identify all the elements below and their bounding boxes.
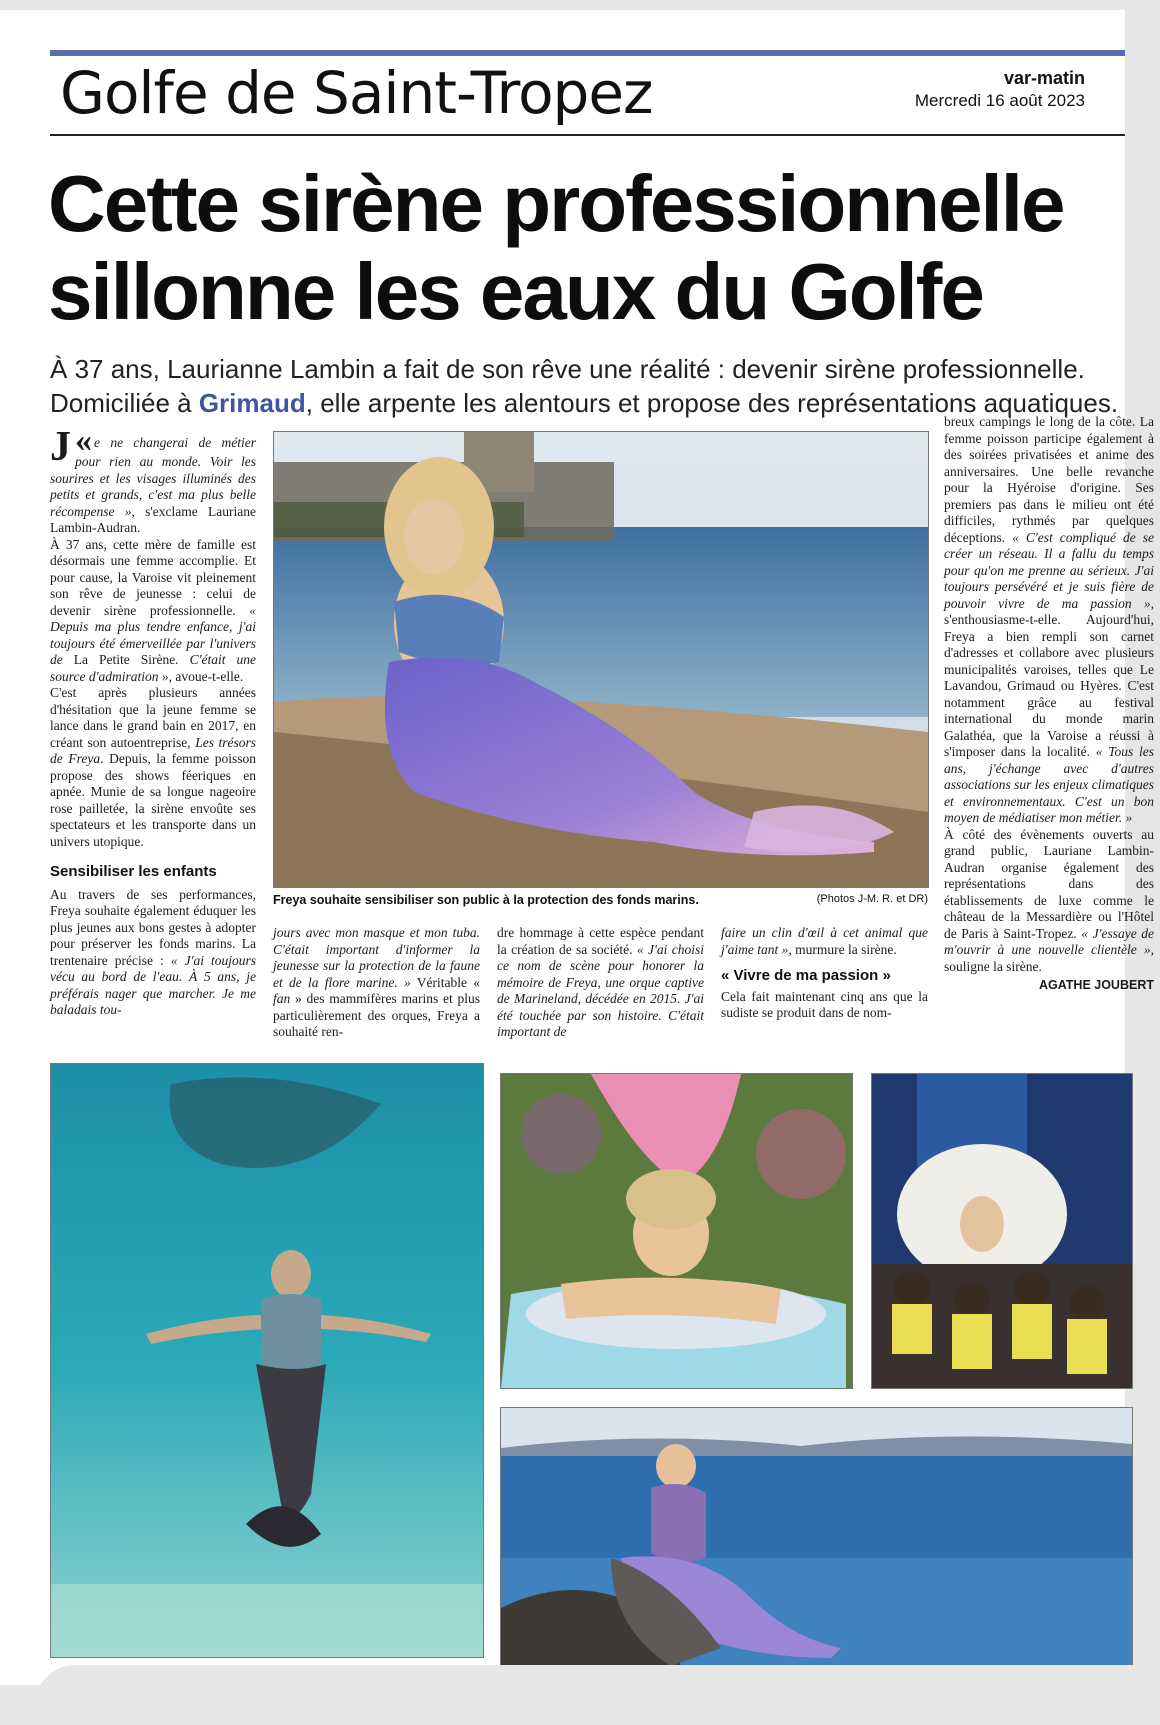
deck-line-1: À 37 ans, Laurianne Lambin a fait de son rêve une réalité : devenir sirène professionnelle.	[50, 354, 1085, 384]
caption-text: Freya souhaite sensibiliser son public à la protection des fonds marins.	[273, 893, 699, 907]
photo-caption	[273, 893, 928, 907]
headline	[48, 160, 1158, 336]
col1-para-3	[50, 685, 256, 850]
col3-text: dre hommage à cette espèce pendant la création de sa société.	[497, 925, 704, 957]
col5-para-2	[944, 827, 1154, 976]
photo-credit: (Photos J-M. R. et DR)	[816, 893, 928, 905]
open-quote: «	[75, 422, 92, 459]
header-rule	[50, 134, 1125, 136]
mermaid-on-rocks-image	[501, 1408, 1132, 1666]
main-photo	[273, 431, 929, 888]
section-rubric: Golfe de Saint-Tropez	[60, 59, 653, 127]
byline: AGATHE JOUBERT	[1038, 978, 1154, 992]
col2-text2: » des mammifères marins et plus particulièrement des orques, Freya a souhaité ren-	[273, 991, 480, 1039]
brand-name: var-matin	[1003, 68, 1085, 88]
page-curl	[35, 1665, 1135, 1725]
col1-p4: Au travers de ses performances, Freya souhaite également éduquer les plus jeunes aux bons gestes à adopter pour préserver les fonds marins. La trentenaire précise :	[50, 886, 256, 968]
deck	[50, 352, 1160, 420]
col1-tail: , s'exclame Lauriane Lambin-Audran.	[50, 503, 256, 535]
col1-quote: e ne changerai de métier pour rien au monde. Voir les sourires et les visages illuminés des petits et grands, c'est ma plus belle récompense »	[50, 435, 256, 519]
col3-quote: « J'ai choisi ce nom de scène pour honorer la mémoire de Freya, une orque captive de Marineland, décédée en 2015. J'ai été touchée par son histoire. C'était important de	[497, 941, 704, 1039]
accent-bar	[50, 50, 1125, 56]
headline-line-2: sillonne les eaux du Golfe	[48, 247, 983, 336]
col5-quote2: « Tous les ans, j'échange avec d'autres associations sur les enjeux climatiques et environnementaux. C'est un bon moyen de médiatiser mon métier. »	[944, 744, 1154, 825]
mermaid-show-image	[872, 1074, 1132, 1388]
pool-photo	[500, 1073, 853, 1389]
col2-fan: fan	[273, 991, 291, 1006]
col1-para-1	[50, 422, 256, 537]
col1-p3: C'est après plusieurs années d'hésitation que la jeune femme se lance dans le grand bain en 2017, en créant son autoentreprise,	[50, 685, 256, 750]
col4-text: Cela fait maintenant cinq ans que la sudiste se produit dans de nom-	[721, 988, 928, 1020]
headline-line-1: Cette sirène professionnelle	[48, 159, 1064, 248]
rocks-photo	[500, 1407, 1133, 1667]
col1-p3-tail: . Depuis, la femme poisson propose des shows féeriques en apnée. Munie de sa longue nageoire rose pailletée, la sirène envoûte ses spectateurs et les transporte dans un univers utopique.	[50, 751, 256, 849]
col5-quote3: « J'essaye de m'ouvrir à une nouvelle clientèle »	[944, 925, 1154, 957]
col5-p2: À côté des évènements ouverts au grand public, Lauriane Lambin-Audran organise également des représentations dans des établissements de luxe comme le château de la Messardière ou l'Hôtel de Paris à Saint-Tropez.	[944, 826, 1154, 941]
newspaper-page	[0, 10, 1154, 1685]
col2-para	[273, 925, 480, 1041]
col5-p1: breux campings le long de la côte. La femme poisson participe également à des soirées privatisées et anime des anniversaires. Une belle revanche pour la Hyéroise d'origine. Ses premiers pas dans le milieu ont été difficiles, rythmés par quelques déceptions.	[944, 414, 1154, 545]
masthead	[915, 68, 1085, 111]
article-column-1	[50, 422, 256, 1048]
article-column-5	[944, 414, 1154, 1040]
mermaid-underwater-image	[51, 1064, 483, 1657]
col1-p2-title: La Petite Sirène	[73, 652, 176, 667]
col2-text1: Véritable «	[410, 974, 480, 990]
col5-para-1	[944, 414, 1154, 827]
col1-p2-tail: , avoue-t-elle.	[168, 668, 244, 684]
issue-date: Mercredi 16 août 2023	[914, 91, 1085, 110]
drop-cap: J	[50, 424, 71, 470]
article-column-4	[721, 925, 928, 1047]
deck-line-2-post: , elle arpente les alentours et propose des représentations aquatiques.	[305, 388, 1119, 418]
col1-para-4	[50, 887, 256, 1019]
col4-quote: faire un clin d'œil à cet animal que j'aime tant »	[721, 925, 928, 957]
col1-p2-quote2: . C'était une source d'admiration »	[50, 652, 256, 684]
mermaid-on-beach-image	[274, 432, 928, 887]
deck-line-2-pre: Domiciliée à	[50, 388, 199, 418]
subheading-enfants: Sensibiliser les enfants	[50, 863, 217, 880]
col1-p2: À 37 ans, cette mère de famille est désormais une femme accomplie. Et pour cause, la Varoise vit pleinement son rêve de jeunesse : celui de devenir sirène professionnelle.	[50, 536, 256, 618]
col1-p3-title: Les trésors de Freya	[50, 734, 256, 766]
col1-p2-quote: « Depuis ma plus tendre enfance, j'ai toujours été émerveillée par l'univers de	[50, 602, 256, 667]
show-photo	[871, 1073, 1133, 1389]
col5-quote1: « C'est compliqué de se créer un réseau. Il a fallu du temps pour qu'on me prenne au sérieux. J'ai toujours persévéré et je suis fière de pouvoir vivre de ma passion »	[944, 529, 1154, 611]
col5-p1-tail: , s'enthousiasme-t-elle. Aujourd'hui, Freya a bien rempli son carnet d'adresses et collabore avec plusieurs municipalités varoises, telles que Le Lavandou, Grimaud ou Hyères. C'est notamment grâce au festival international du monde marin Galathéa, que la Varoise a réussi à s'imposer dans la localité.	[944, 595, 1154, 759]
col4-para	[721, 925, 928, 958]
col1-p4-quote: « J'ai toujours vécu au bord de l'eau. À 5 ans, je préférais nager que marcher. Je me baladais tou-	[50, 952, 256, 1017]
col4-tail: , murmure la sirène.	[788, 941, 897, 957]
col1-para-2	[50, 537, 256, 686]
article-column-2	[273, 925, 480, 1047]
article-column-3	[497, 925, 704, 1047]
subheading-passion: « Vivre de ma passion »	[721, 967, 891, 984]
deck-place: Grimaud	[198, 388, 306, 418]
col4-para-2	[721, 989, 928, 1022]
mermaid-in-pool-image	[501, 1074, 852, 1388]
col2-quote: jours avec mon masque et mon tuba. C'était important d'informer la jeunesse sur la protection de la faune et de la flore marine. »	[273, 925, 480, 990]
col5-tail: , souligne la sirène.	[944, 942, 1154, 974]
col3-para	[497, 925, 704, 1041]
underwater-photo	[50, 1063, 484, 1658]
